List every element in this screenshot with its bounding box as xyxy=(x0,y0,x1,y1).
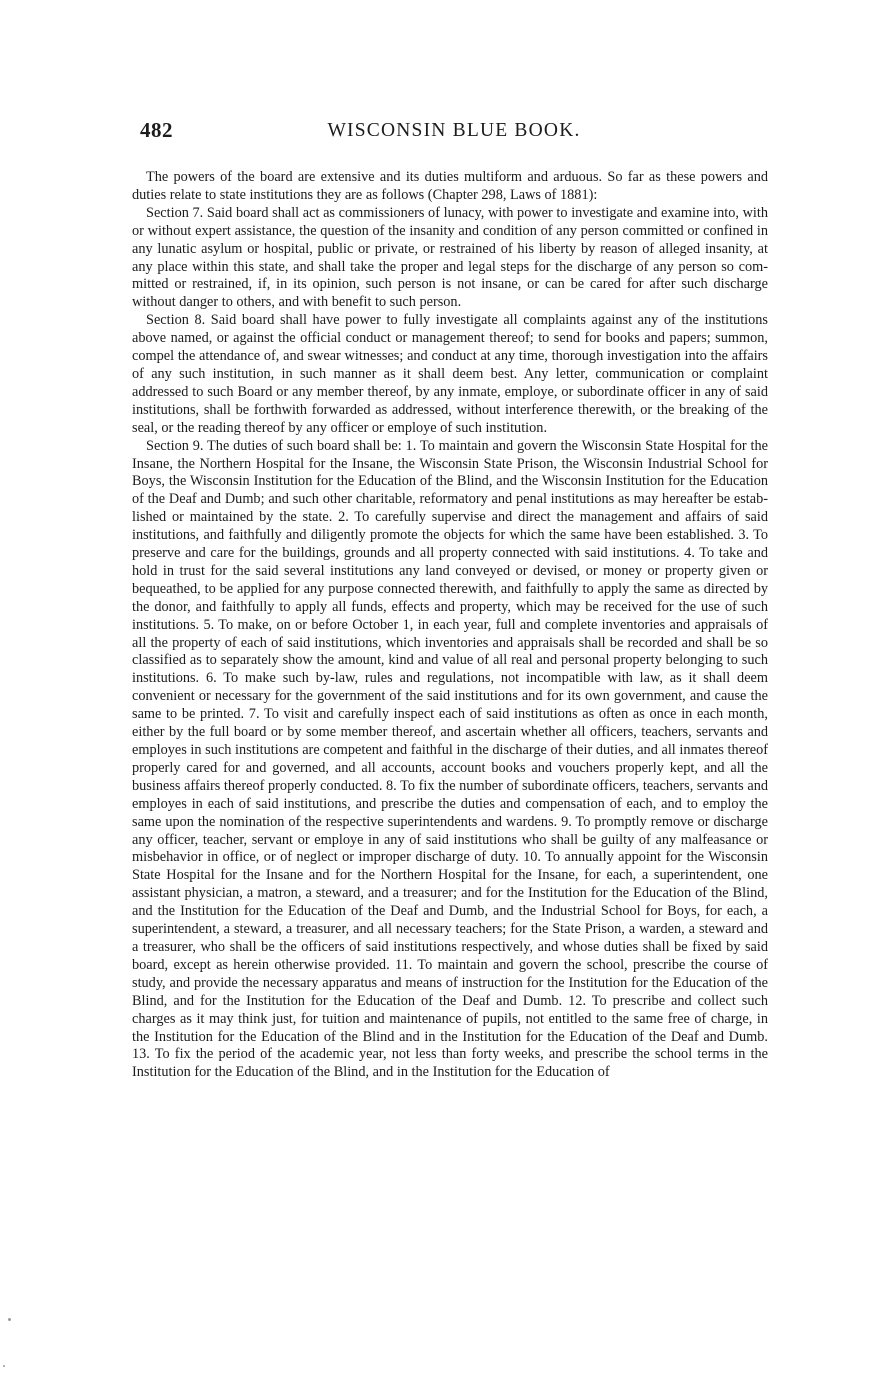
section-7-paragraph: Section 7. Said board shall act as commissioners of lunacy, with power to investigate and examine into, with or without expert assistance, the question of the insanity and condition of any person committed or confined in any lunatic asylum or hospital, public or private, or restrained of his liberty by reason of alleged insanity, at any place within this state, and shall take the proper and legal steps for the discharge of any person so committed or restrained, if, in its opinion, such person is not insane, or can be cared for after such discharge without danger to others, and with benefit to such person. xyxy=(132,204,768,311)
page-header xyxy=(140,118,768,148)
page-number: 482 xyxy=(140,118,173,142)
section-8-paragraph: Section 8. Said board shall have power to fully investigate all complaints against any of the institutions above named, or against the official conduct or management thereof; to send for books and papers; summon, compel the attendance of, and swear witnesses; and conduct at any time, thorough investigation into the affairs of any such institution, in such manner as it shall deem best. Any letter, communication or complaint addressed to such Board or any member thereof, by any inmate, employe, or subordinate officer in any of said institutions, shall be forthwith forwarded as addressed, without interference therewith, or the breaking of the seal, or the reading thereof by any officer or employe of such institution. xyxy=(132,312,768,436)
scan-speck xyxy=(8,1318,11,1321)
running-title: WISCONSIN BLUE BOOK. xyxy=(327,120,581,141)
scan-speck xyxy=(3,1365,5,1367)
intro-paragraph: The powers of the board are extensive and its duties multiform and arduous. So far as these powers and duties relate to state institutions they are as follows (Chapter 298, Laws of 1881): xyxy=(132,169,768,203)
section-9-paragraph: Section 9. The duties of such board shall be: 1. To maintain and govern the Wisconsin State Hospital for the Insane, the Northern Hospital for the Insane, the Wisconsin State Prison, the Wisconsin Industrial School for Boys, the Wisconsin Institution for the Education of the Blind, and the Wisconsin Institution for the Education of the Deaf and Dumb; and such other charitable, reformatory and penal institutions as may hereafter be established or maintained by the state. 2. To carefully supervise and direct the management and affairs of said institutions, and faithfully and diligently promote the objects for which the same have been established. 3. To preserve and care for the buildings, grounds and all property connected with said institutions. 4. To take and hold in trust for the said several institutions any land conveyed or devised, or money or property given or bequeathed, to be applied for any purpose connected therewith, and faithfully to apply the same as directed by the donor, and faithfully to apply all funds, effects and property, which may be received for the use of such institutions. 5. To make, on or before October 1, in each year, full and complete inventories and appraisals of all the property of each of said institutions, which inventories and appraisals shall be recorded and shall be so classified as to separately show the amount, kind and value of all real and personal property belonging to such institutions. 6. To make such by-law, rules and regulations, not incompatible with law, as it shall deem convenient or necessary for the government of the said institutions and for its own government, and cause the same to be printed. 7. To visit and carefully inspect each of said institutions as often as once in each month, either by the full board or by some member thereof, and ascertain whether all officers, teachers, servants and employes in such institutions are competent and faithful in the discharge of their duties, and all inmates thereof properly cared for and governed, and all accounts, account books and vouchers properly kept, and all the business affairs thereof properly conducted. 8. To fix the number of subordinate officers, teachers, servants and employes in each of said institutions, and prescribe the duties and compensation of each, and to employ the same upon the nomination of the respective superintendents and wardens. 9. To promptly remove or discharge any officer, teacher, servant or employe in any of said institutions who shall be guilty of any malfeasance or misbehavior in office, or of neglect or improper discharge of duty. 10. To annually appoint for the Wisconsin State Hospital for the Insane and for the Northern Hospital for the Insane, for each, a superintendent, one assistant physician, a matron, a steward, and a treasurer; and for the Institution for the Education of the Blind, and the Institution for the Education of the Deaf and Dumb, and the Industrial School for Boys, for each, a superintendent, a steward, a treasurer, and all necessary teachers; for the State Prison, a warden, a steward and a treasurer, who shall be the officers of said institutions respectively, and whose duties shall be fixed by said board, except as herein otherwise provided. 11. To maintain and govern the school, prescribe the course of study, and provide the necessary apparatus and means of instruction for the Institution for the Education of the Blind, and for the Institution for the Education of the Deaf and Dumb. 12. To prescribe and collect such charges as it may think just, for tuition and maintenance of pupils, not entitled to the same free of charge, in the Institution for the Education of the Blind and in the Institution for the Education of the Deaf and Dumb. 13. To fix the period of the academic year, not less than forty weeks, and prescribe the school terms in the Institution for the Education of the Blind, and in the Institution for the Education of xyxy=(132,437,768,1081)
body-text xyxy=(132,169,768,1082)
